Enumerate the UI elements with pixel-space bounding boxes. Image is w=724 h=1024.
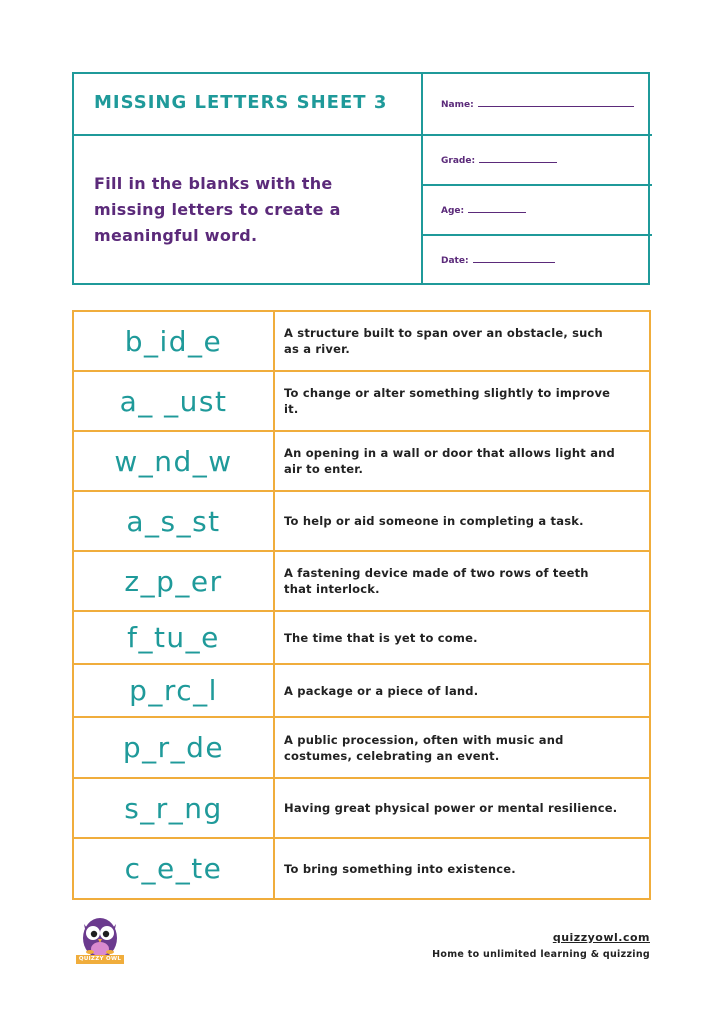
word-definition: The time that is yet to come. [284,630,478,645]
instructions-text: Fill in the blanks with the missing letters to create a meaningful word. [94,174,341,245]
missing-word[interactable]: w_nd_w [74,432,275,490]
header-divider [423,234,652,236]
word-definition: A public procession, often with music and costumes, celebrating an event. [284,732,564,763]
missing-word[interactable]: f_tu_e [74,612,275,663]
worksheet-title: MISSING LETTERS SHEET 3 [94,92,388,113]
word-definition: A fastening device made of two rows of teeth that interlock. [284,566,589,596]
table-row [74,779,649,839]
table-row [74,665,649,718]
table-row [74,432,649,492]
table-row [74,492,649,552]
header-divider [423,184,652,186]
table-row [74,552,649,612]
date-line[interactable] [473,254,555,263]
age-field[interactable] [441,204,526,216]
table-row [74,612,649,665]
table-row [74,372,649,432]
website-link[interactable]: quizzyowl.com [552,931,650,944]
tagline: Home to unlimited learning & quizzing [432,949,650,960]
word-definition: To change or alter something slightly to improve it. [284,386,611,416]
age-line[interactable] [468,204,526,213]
table-row [74,839,649,898]
missing-word[interactable]: a_s_st [74,492,275,550]
header-divider [421,74,423,283]
grade-field[interactable] [441,154,557,166]
date-label: Date: [441,256,469,266]
header-divider [74,134,421,136]
date-field[interactable] [441,254,555,266]
missing-word[interactable]: b_id_e [74,312,275,370]
missing-word[interactable]: s_r_ng [74,779,275,837]
word-definition: To help or aid someone in completing a task. [284,514,584,528]
name-line[interactable] [478,98,634,107]
missing-word[interactable]: z_p_er [74,552,275,610]
table-row [74,312,649,372]
word-definition: Having great physical power or mental resilience. [284,801,618,815]
grade-label: Grade: [441,156,476,166]
word-definition: A structure built to span over an obstacle, such as a river. [284,326,603,356]
missing-word[interactable]: p_r_de [74,718,275,777]
age-label: Age: [441,206,465,216]
missing-word[interactable]: c_e_te [74,839,275,898]
grade-line[interactable] [479,154,557,163]
word-definition: An opening in a wall or door that allows light and air to enter. [284,446,615,476]
word-definition: To bring something into existence. [284,861,516,876]
name-label: Name: [441,100,474,110]
table-row [74,718,649,779]
worksheet-header [72,72,650,285]
header-divider [423,134,652,136]
name-field[interactable] [441,98,634,110]
logo-label: QUIZZY OWL [76,955,124,964]
missing-word[interactable]: a_ _ust [74,372,275,430]
missing-word[interactable]: p_rc_l [74,665,275,716]
word-table [72,310,651,900]
word-definition: A package or a piece of land. [284,683,479,698]
